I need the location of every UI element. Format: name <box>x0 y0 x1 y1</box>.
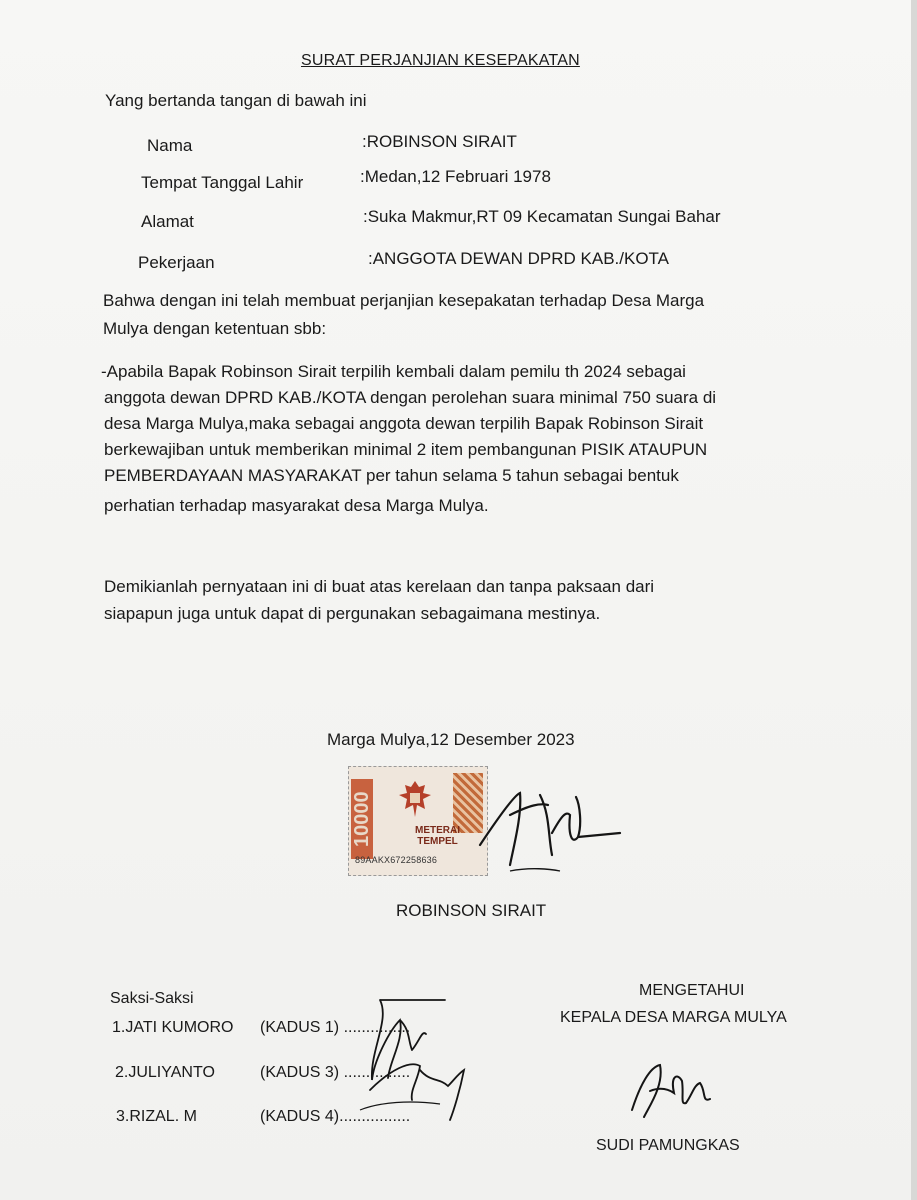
para3-line1: Demikianlah pernyataan ini di buat atas kerelaan dan tanpa paksaan dari <box>104 577 655 596</box>
revenue-stamp <box>348 766 488 876</box>
page-edge <box>911 0 917 1200</box>
stamp-serial: 89AAKX672258636 <box>355 855 438 865</box>
para1-line2: Mulya dengan ketentuan sbb: <box>103 319 327 338</box>
stamp-label: METERAI TEMPEL <box>415 825 460 847</box>
stamp-value: 10000 <box>351 779 373 859</box>
para2-line2: anggota dewan DPRD KAB./KOTA dengan perolehan suara minimal 750 suara di <box>104 388 717 407</box>
place-date: Marga Mulya,12 Desember 2023 <box>327 730 575 749</box>
para2-line5: PEMBERDAYAAN MASYARAKAT per tahun selama 5 tahun sebagai bentuk <box>104 466 679 485</box>
document-title: SURAT PERJANJIAN KESEPAKATAN <box>301 52 580 69</box>
field-label-birth: Tempat Tanggal Lahir <box>141 173 304 192</box>
field-label-address: Alamat <box>141 212 194 231</box>
para2-line6: perhatian terhadap masyarakat desa Marga Mulya. <box>104 496 489 515</box>
witnesses-heading: Saksi-Saksi <box>110 990 194 1007</box>
para2-line4: berkewajiban untuk memberikan minimal 2 item pembangunan PISIK ATAUPUN <box>104 440 708 459</box>
acknowledge-line2: KEPALA DESA MARGA MULYA <box>560 1009 787 1026</box>
para3-line2: siapapun juga untuk dapat di pergunakan sebagaimana mestinya. <box>104 604 601 623</box>
field-value-occupation: :ANGGOTA DEWAN DPRD KAB./KOTA <box>368 249 670 268</box>
witness-3-name: 3.RIZAL. M <box>116 1108 197 1125</box>
signature-witnesses <box>350 990 480 1140</box>
para2-line1: -Apabila Bapak Robinson Sirait terpilih kembali dalam pemilu th 2024 sebagai <box>101 362 686 381</box>
field-label-occupation: Pekerjaan <box>138 253 215 272</box>
field-value-birth: :Medan,12 Februari 1978 <box>360 167 551 186</box>
field-value-address: :Suka Makmur,RT 09 Kecamatan Sungai Bahar <box>363 207 721 226</box>
acknowledge-line1: MENGETAHUI <box>639 982 745 999</box>
signature-sudi <box>620 1055 730 1130</box>
witness-3-role: (KADUS 4)................ <box>260 1108 411 1125</box>
field-value-name: :ROBINSON SIRAIT <box>362 132 517 151</box>
para2-line3: desa Marga Mulya,maka sebagai anggota dewan terpilih Bapak Robinson Sirait <box>104 414 704 433</box>
signature-robinson <box>470 775 640 885</box>
witness-1-role: (KADUS 1) ............... <box>260 1019 411 1036</box>
acknowledge-name: SUDI PAMUNGKAS <box>596 1137 740 1154</box>
field-label-name: Nama <box>147 136 193 155</box>
para1-line1: Bahwa dengan ini telah membuat perjanjian kesepakatan terhadap Desa Marga <box>103 291 705 310</box>
signer-name: ROBINSON SIRAIT <box>396 901 547 920</box>
witness-1-name: 1.JATI KUMORO <box>112 1019 234 1036</box>
garuda-emblem-icon <box>395 777 435 825</box>
witness-2-name: 2.JULIYANTO <box>115 1064 215 1081</box>
witness-2-role: (KADUS 3) ............... <box>260 1064 411 1081</box>
intro-text: Yang bertanda tangan di bawah ini <box>105 91 367 110</box>
